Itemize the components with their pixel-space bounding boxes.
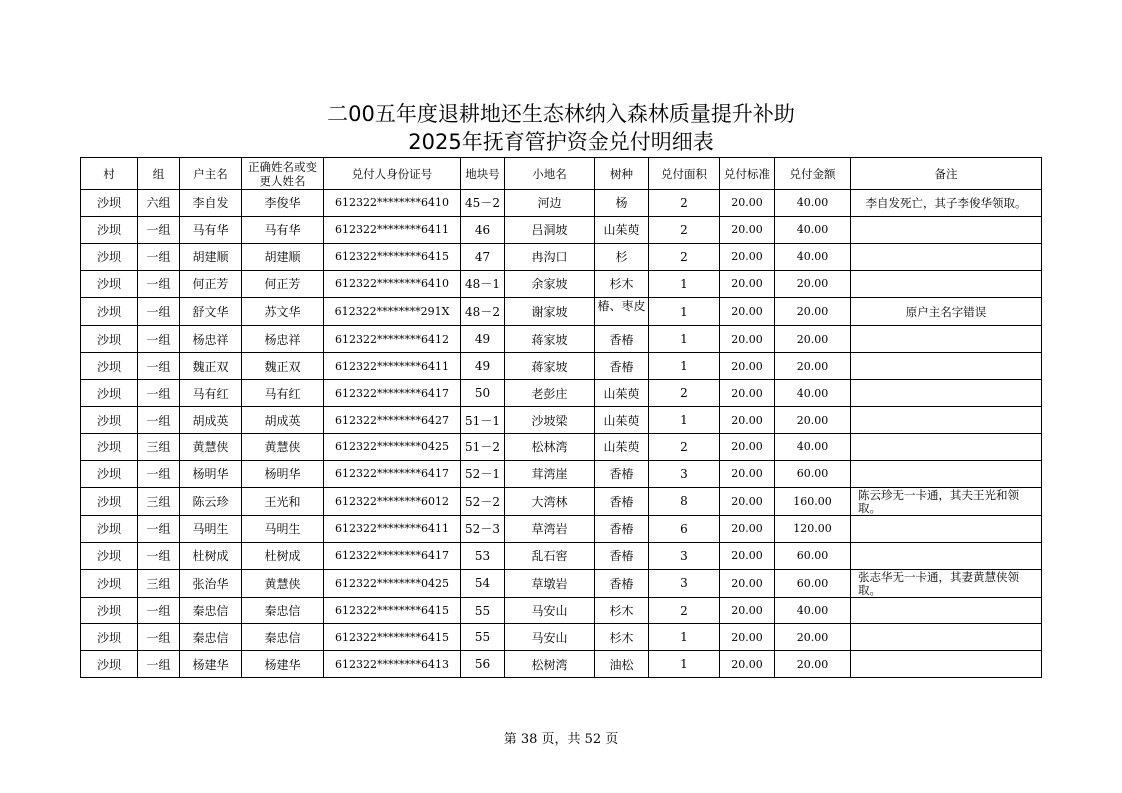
cell-amount: 20.00 xyxy=(775,624,851,651)
cell-amount: 20.00 xyxy=(775,353,851,380)
cell-household-head: 杨明华 xyxy=(180,460,242,487)
cell-correct-name: 王光和 xyxy=(242,487,324,515)
cell-amount: 60.00 xyxy=(775,542,851,569)
table-row xyxy=(81,515,1042,542)
cell-standard: 20.00 xyxy=(720,380,775,407)
header-remarks: 备注 xyxy=(851,158,1042,190)
cell-amount: 20.00 xyxy=(775,297,851,326)
cell-amount: 40.00 xyxy=(775,190,851,217)
cell-amount: 20.00 xyxy=(775,407,851,434)
cell-village: 沙坝 xyxy=(81,597,138,624)
cell-correct-name: 秦忠信 xyxy=(242,597,324,624)
table-row xyxy=(81,326,1042,353)
cell-remarks xyxy=(851,434,1042,461)
cell-group: 一组 xyxy=(138,243,180,270)
cell-plot-number: 52－3 xyxy=(461,515,505,542)
cell-place-name: 草湾岩 xyxy=(505,515,595,542)
header-standard: 兑付标准 xyxy=(720,158,775,190)
table-row xyxy=(81,624,1042,651)
cell-correct-name: 黄慧侠 xyxy=(242,434,324,461)
table-row xyxy=(81,434,1042,461)
cell-place-name: 松林湾 xyxy=(505,434,595,461)
cell-household-head: 黄慧侠 xyxy=(180,434,242,461)
cell-village: 沙坝 xyxy=(81,515,138,542)
cell-plot-number: 49 xyxy=(461,353,505,380)
cell-group: 六组 xyxy=(138,190,180,217)
cell-tree-species: 香椿 xyxy=(595,487,649,515)
table-row xyxy=(81,270,1042,297)
cell-correct-name: 胡建顺 xyxy=(242,243,324,270)
cell-correct-name: 黄慧侠 xyxy=(242,569,324,597)
table-row xyxy=(81,569,1042,597)
cell-household-head: 胡建顺 xyxy=(180,243,242,270)
cell-id-number: 612322********6411 xyxy=(324,216,461,243)
cell-tree-species: 杉木 xyxy=(595,270,649,297)
payment-detail-table xyxy=(80,157,1042,678)
header-tree-species: 树种 xyxy=(595,158,649,190)
cell-correct-name: 杜树成 xyxy=(242,542,324,569)
cell-village: 沙坝 xyxy=(81,216,138,243)
cell-area: 2 xyxy=(649,216,720,243)
cell-group: 一组 xyxy=(138,326,180,353)
cell-remarks: 陈云珍无一卡通，其夫王光和领取。 xyxy=(851,487,1042,515)
cell-place-name: 大湾林 xyxy=(505,487,595,515)
table-row xyxy=(81,651,1042,678)
cell-id-number: 612322********6415 xyxy=(324,624,461,651)
cell-place-name: 冉沟口 xyxy=(505,243,595,270)
cell-place-name: 河边 xyxy=(505,190,595,217)
table-row xyxy=(81,407,1042,434)
cell-tree-species: 山茱萸 xyxy=(595,380,649,407)
table-row xyxy=(81,597,1042,624)
cell-tree-species: 山茱萸 xyxy=(595,434,649,461)
header-place-name: 小地名 xyxy=(505,158,595,190)
cell-standard: 20.00 xyxy=(720,624,775,651)
header-household-head: 户主名 xyxy=(180,158,242,190)
cell-household-head: 舒文华 xyxy=(180,297,242,326)
cell-place-name: 茸湾崖 xyxy=(505,460,595,487)
cell-correct-name: 秦忠信 xyxy=(242,624,324,651)
cell-household-head: 胡成英 xyxy=(180,407,242,434)
cell-village: 沙坝 xyxy=(81,353,138,380)
cell-place-name: 谢家坡 xyxy=(505,297,595,326)
cell-group: 一组 xyxy=(138,380,180,407)
page-title-line1: 二00五年度退耕地还生态林纳入森林质量提升补助 xyxy=(327,102,795,126)
cell-amount: 40.00 xyxy=(775,597,851,624)
cell-group: 一组 xyxy=(138,353,180,380)
cell-remarks xyxy=(851,353,1042,380)
cell-standard: 20.00 xyxy=(720,487,775,515)
cell-amount: 20.00 xyxy=(775,651,851,678)
cell-id-number: 612322********6417 xyxy=(324,380,461,407)
cell-id-number: 612322********6415 xyxy=(324,243,461,270)
cell-standard: 20.00 xyxy=(720,243,775,270)
cell-id-number: 612322********0425 xyxy=(324,434,461,461)
cell-village: 沙坝 xyxy=(81,460,138,487)
cell-group: 三组 xyxy=(138,487,180,515)
cell-remarks: 张志华无一卡通，其妻黄慧侠领取。 xyxy=(851,569,1042,597)
cell-plot-number: 50 xyxy=(461,380,505,407)
cell-place-name: 吕洞坡 xyxy=(505,216,595,243)
cell-village: 沙坝 xyxy=(81,380,138,407)
cell-group: 一组 xyxy=(138,515,180,542)
cell-id-number: 612322********6411 xyxy=(324,353,461,380)
table-row xyxy=(81,380,1042,407)
cell-plot-number: 54 xyxy=(461,569,505,597)
cell-remarks xyxy=(851,270,1042,297)
cell-tree-species: 香椿 xyxy=(595,460,649,487)
cell-household-head: 何正芳 xyxy=(180,270,242,297)
cell-group: 一组 xyxy=(138,542,180,569)
cell-amount: 20.00 xyxy=(775,270,851,297)
header-area: 兑付面积 xyxy=(649,158,720,190)
cell-plot-number: 51－2 xyxy=(461,434,505,461)
cell-id-number: 612322********0425 xyxy=(324,569,461,597)
cell-plot-number: 53 xyxy=(461,542,505,569)
cell-standard: 20.00 xyxy=(720,190,775,217)
cell-standard: 20.00 xyxy=(720,542,775,569)
cell-village: 沙坝 xyxy=(81,297,138,326)
cell-group: 三组 xyxy=(138,569,180,597)
cell-place-name: 马安山 xyxy=(505,624,595,651)
cell-area: 1 xyxy=(649,407,720,434)
cell-remarks: 原户主名字错误 xyxy=(851,297,1042,326)
cell-plot-number: 51－1 xyxy=(461,407,505,434)
cell-plot-number: 48－1 xyxy=(461,270,505,297)
header-id-number: 兑付人身份证号 xyxy=(324,158,461,190)
cell-correct-name: 马有华 xyxy=(242,216,324,243)
cell-area: 2 xyxy=(649,190,720,217)
cell-area: 1 xyxy=(649,326,720,353)
cell-remarks xyxy=(851,460,1042,487)
cell-plot-number: 47 xyxy=(461,243,505,270)
cell-remarks xyxy=(851,243,1042,270)
cell-area: 8 xyxy=(649,487,720,515)
cell-village: 沙坝 xyxy=(81,243,138,270)
cell-standard: 20.00 xyxy=(720,407,775,434)
cell-group: 一组 xyxy=(138,460,180,487)
cell-plot-number: 56 xyxy=(461,651,505,678)
cell-group: 一组 xyxy=(138,270,180,297)
cell-remarks xyxy=(851,216,1042,243)
cell-id-number: 612322********6427 xyxy=(324,407,461,434)
cell-remarks xyxy=(851,515,1042,542)
cell-tree-species: 杨 xyxy=(595,190,649,217)
cell-amount: 60.00 xyxy=(775,569,851,597)
cell-correct-name: 杨明华 xyxy=(242,460,324,487)
cell-village: 沙坝 xyxy=(81,624,138,651)
cell-standard: 20.00 xyxy=(720,515,775,542)
table-header-row xyxy=(81,158,1042,190)
cell-place-name: 沙坡梁 xyxy=(505,407,595,434)
cell-standard: 20.00 xyxy=(720,434,775,461)
cell-household-head: 魏正双 xyxy=(180,353,242,380)
cell-area: 3 xyxy=(649,542,720,569)
cell-amount: 40.00 xyxy=(775,380,851,407)
cell-plot-number: 52－1 xyxy=(461,460,505,487)
cell-standard: 20.00 xyxy=(720,216,775,243)
table-row xyxy=(81,460,1042,487)
cell-remarks: 李自发死亡，其子李俊华领取。 xyxy=(851,190,1042,217)
cell-area: 6 xyxy=(649,515,720,542)
page-title-line2: 2025年抚育管护资金兑付明细表 xyxy=(408,130,714,154)
cell-remarks xyxy=(851,624,1042,651)
cell-correct-name: 魏正双 xyxy=(242,353,324,380)
cell-village: 沙坝 xyxy=(81,487,138,515)
cell-village: 沙坝 xyxy=(81,651,138,678)
cell-household-head: 马有华 xyxy=(180,216,242,243)
cell-village: 沙坝 xyxy=(81,569,138,597)
cell-group: 一组 xyxy=(138,651,180,678)
cell-correct-name: 何正芳 xyxy=(242,270,324,297)
cell-id-number: 612322********291X xyxy=(324,297,461,326)
cell-place-name: 蒋家坡 xyxy=(505,326,595,353)
cell-area: 1 xyxy=(649,270,720,297)
cell-area: 1 xyxy=(649,624,720,651)
table-row xyxy=(81,487,1042,515)
cell-tree-species: 香椿 xyxy=(595,326,649,353)
cell-id-number: 612322********6012 xyxy=(324,487,461,515)
cell-village: 沙坝 xyxy=(81,542,138,569)
cell-plot-number: 48－2 xyxy=(461,297,505,326)
cell-household-head: 秦忠信 xyxy=(180,597,242,624)
cell-amount: 20.00 xyxy=(775,326,851,353)
cell-place-name: 乱石窖 xyxy=(505,542,595,569)
cell-household-head: 杨忠祥 xyxy=(180,326,242,353)
cell-area: 1 xyxy=(649,651,720,678)
cell-village: 沙坝 xyxy=(81,407,138,434)
cell-area: 1 xyxy=(649,297,720,326)
cell-household-head: 秦忠信 xyxy=(180,624,242,651)
cell-amount: 60.00 xyxy=(775,460,851,487)
cell-place-name: 草墩岩 xyxy=(505,569,595,597)
cell-id-number: 612322********6415 xyxy=(324,597,461,624)
cell-amount: 120.00 xyxy=(775,515,851,542)
cell-household-head: 李自发 xyxy=(180,190,242,217)
cell-household-head: 张治华 xyxy=(180,569,242,597)
cell-group: 一组 xyxy=(138,597,180,624)
cell-remarks xyxy=(851,542,1042,569)
cell-tree-species: 山茱萸 xyxy=(595,216,649,243)
cell-id-number: 612322********6410 xyxy=(324,190,461,217)
cell-amount: 40.00 xyxy=(775,434,851,461)
cell-tree-species: 杉 xyxy=(595,243,649,270)
cell-standard: 20.00 xyxy=(720,297,775,326)
cell-group: 一组 xyxy=(138,407,180,434)
cell-remarks xyxy=(851,651,1042,678)
cell-village: 沙坝 xyxy=(81,434,138,461)
cell-standard: 20.00 xyxy=(720,460,775,487)
cell-place-name: 蒋家坡 xyxy=(505,353,595,380)
cell-tree-species: 油松 xyxy=(595,651,649,678)
cell-plot-number: 46 xyxy=(461,216,505,243)
cell-household-head: 杜树成 xyxy=(180,542,242,569)
cell-group: 一组 xyxy=(138,624,180,651)
cell-area: 2 xyxy=(649,434,720,461)
cell-tree-species: 杉木 xyxy=(595,597,649,624)
cell-place-name: 余家坡 xyxy=(505,270,595,297)
cell-household-head: 马明生 xyxy=(180,515,242,542)
header-correct-name: 正确姓名或变更人姓名 xyxy=(242,158,324,190)
header-plot-number: 地块号 xyxy=(461,158,505,190)
cell-place-name: 马安山 xyxy=(505,597,595,624)
cell-standard: 20.00 xyxy=(720,353,775,380)
cell-amount: 40.00 xyxy=(775,243,851,270)
cell-group: 一组 xyxy=(138,216,180,243)
cell-remarks xyxy=(851,380,1042,407)
cell-tree-species: 香椿 xyxy=(595,515,649,542)
cell-correct-name: 杨忠祥 xyxy=(242,326,324,353)
cell-remarks xyxy=(851,326,1042,353)
cell-plot-number: 45－2 xyxy=(461,190,505,217)
cell-id-number: 612322********6417 xyxy=(324,542,461,569)
cell-plot-number: 52－2 xyxy=(461,487,505,515)
cell-amount: 160.00 xyxy=(775,487,851,515)
cell-plot-number: 55 xyxy=(461,624,505,651)
cell-correct-name: 马明生 xyxy=(242,515,324,542)
cell-tree-species: 香椿 xyxy=(595,569,649,597)
cell-id-number: 612322********6410 xyxy=(324,270,461,297)
cell-household-head: 陈云珍 xyxy=(180,487,242,515)
cell-area: 2 xyxy=(649,243,720,270)
cell-area: 1 xyxy=(649,353,720,380)
cell-correct-name: 杨建华 xyxy=(242,651,324,678)
cell-group: 三组 xyxy=(138,434,180,461)
cell-id-number: 612322********6412 xyxy=(324,326,461,353)
cell-id-number: 612322********6417 xyxy=(324,460,461,487)
cell-tree-species: 椿、枣皮 xyxy=(595,297,649,326)
cell-standard: 20.00 xyxy=(720,270,775,297)
cell-standard: 20.00 xyxy=(720,326,775,353)
cell-tree-species: 香椿 xyxy=(595,353,649,380)
cell-id-number: 612322********6411 xyxy=(324,515,461,542)
cell-village: 沙坝 xyxy=(81,190,138,217)
cell-group: 一组 xyxy=(138,297,180,326)
header-village: 村 xyxy=(81,158,138,190)
cell-place-name: 老彭庄 xyxy=(505,380,595,407)
header-amount: 兑付金额 xyxy=(775,158,851,190)
cell-village: 沙坝 xyxy=(81,326,138,353)
cell-amount: 40.00 xyxy=(775,216,851,243)
cell-tree-species: 香椿 xyxy=(595,542,649,569)
cell-area: 3 xyxy=(649,569,720,597)
cell-remarks xyxy=(851,597,1042,624)
cell-place-name: 松树湾 xyxy=(505,651,595,678)
table-row xyxy=(81,297,1042,326)
cell-standard: 20.00 xyxy=(720,651,775,678)
cell-household-head: 杨建华 xyxy=(180,651,242,678)
table-row xyxy=(81,190,1042,217)
cell-tree-species: 杉木 xyxy=(595,624,649,651)
cell-correct-name: 苏文华 xyxy=(242,297,324,326)
table-row xyxy=(81,243,1042,270)
cell-id-number: 612322********6413 xyxy=(324,651,461,678)
cell-village: 沙坝 xyxy=(81,270,138,297)
cell-household-head: 马有红 xyxy=(180,380,242,407)
cell-standard: 20.00 xyxy=(720,569,775,597)
cell-correct-name: 胡成英 xyxy=(242,407,324,434)
cell-plot-number: 49 xyxy=(461,326,505,353)
cell-area: 2 xyxy=(649,380,720,407)
cell-correct-name: 马有红 xyxy=(242,380,324,407)
cell-correct-name: 李俊华 xyxy=(242,190,324,217)
cell-area: 2 xyxy=(649,597,720,624)
header-group: 组 xyxy=(138,158,180,190)
cell-tree-species: 山茱萸 xyxy=(595,407,649,434)
cell-area: 3 xyxy=(649,460,720,487)
cell-remarks xyxy=(851,407,1042,434)
page-footer: 第 38 页，共 52 页 xyxy=(503,732,619,747)
table-row xyxy=(81,353,1042,380)
table-row xyxy=(81,216,1042,243)
cell-standard: 20.00 xyxy=(720,597,775,624)
cell-plot-number: 55 xyxy=(461,597,505,624)
table-row xyxy=(81,542,1042,569)
